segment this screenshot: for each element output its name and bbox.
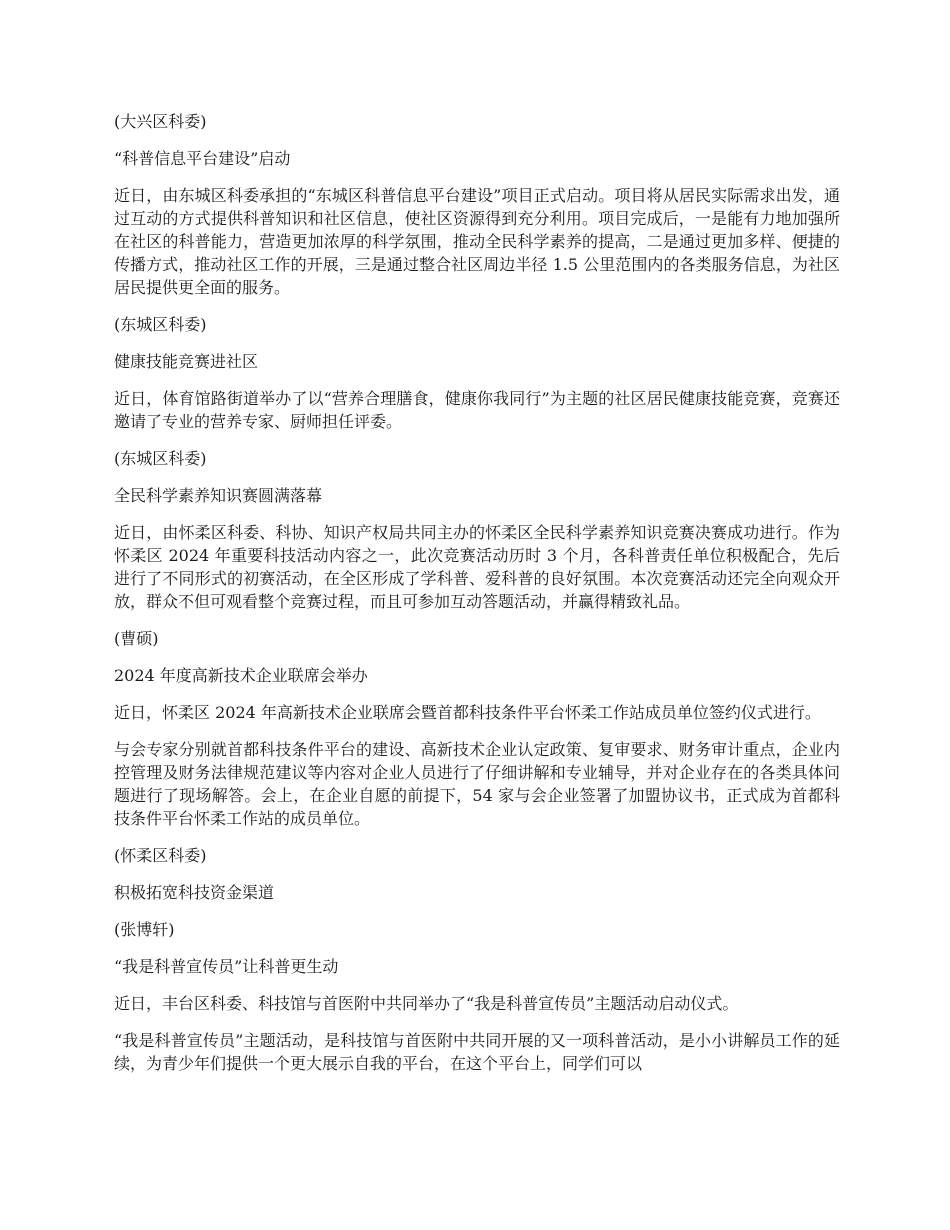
body-paragraph: 近日，丰台区科委、科技馆与首医附中共同举办了“我是科普宣传员”主题活动启动仪式。 [114, 994, 739, 1013]
source-note: (大兴区科委) [114, 112, 207, 131]
body-paragraph: 与会专家分别就首都科技条件平台的建设、高新技术企业认定政策、复审要求、财务审计重点，企业内控管理及财务法律规范建议等内容对企业人员进行了仔细讲解和专业辅导，并对企业存在的各类具体问题进行了现场解答。会上，在企业自愿的前提下，54 家与会企业签署了加盟协议书，正式成为首都科技条件平台怀柔工作站的成员单位。 [114, 740, 840, 828]
body-paragraph: 近日，体育馆路街道举办了以“营养合理膳食，健康你我同行”为主题的社区居民健康技能竞赛，竞赛还邀请了专业的营养专家、厨师担任评委。 [114, 389, 840, 431]
source-note: (怀柔区科委) [114, 846, 207, 865]
section-heading: 健康技能竞赛进社区 [114, 352, 259, 371]
section-heading: 2024 年度高新技术企业联席会举办 [114, 666, 368, 685]
body-paragraph: 近日，由怀柔区科委、科协、知识产权局共同主办的怀柔区全民科学素养知识竞赛决赛成功进行。作为怀柔区 2024 年重要科技活动内容之一，此次竞赛活动历时 3 个月，各科普责任单位积极配合，先后进行了不同形式的初赛活动，在全区形成了学科普、爱科普的良好氛围。本次竞赛活动还完全向观众开放，群众不但可观看整个竞赛过程，而且可参加互动答题活动，并赢得精致礼品。 [114, 523, 840, 611]
source-note: (东城区科委) [114, 315, 207, 334]
section-heading: “科普信息平台建设”启动 [114, 149, 291, 168]
source-note: (东城区科委) [114, 449, 207, 468]
section-heading: 全民科学素养知识赛圆满落幕 [114, 486, 323, 505]
body-paragraph: “我是科普宣传员”主题活动，是科技馆与首医附中共同开展的又一项科普活动，是小小讲解员工作的延续，为青少年们提供一个更大展示自我的平台，在这个平台上，同学们可以 [114, 1031, 840, 1073]
source-note: (张博轩) [114, 920, 175, 939]
body-paragraph: 近日，由东城区科委承担的“东城区科普信息平台建设”项目正式启动。项目将从居民实际需求出发，通过互动的方式提供科普知识和社区信息，使社区资源得到充分利用。项目完成后，一是能有力地加强所在社区的科普能力，营造更加浓厚的科学氛围，推动全民科学素养的提高，二是通过更加多样、便捷的传播方式，推动社区工作的开展，三是通过整合社区周边半径 1.5 公里范围内的各类服务信息，为社区居民提供更全面的服务。 [114, 186, 840, 297]
section-heading: 积极拓宽科技资金渠道 [114, 883, 275, 902]
source-note: (曹硕) [114, 629, 159, 648]
document-page [114, 110, 840, 1089]
section-heading: “我是科普宣传员”让科普更生动 [114, 957, 339, 976]
body-paragraph: 近日，怀柔区 2024 年高新技术企业联席会暨首都科技条件平台怀柔工作站成员单位签约仪式进行。 [114, 703, 821, 722]
